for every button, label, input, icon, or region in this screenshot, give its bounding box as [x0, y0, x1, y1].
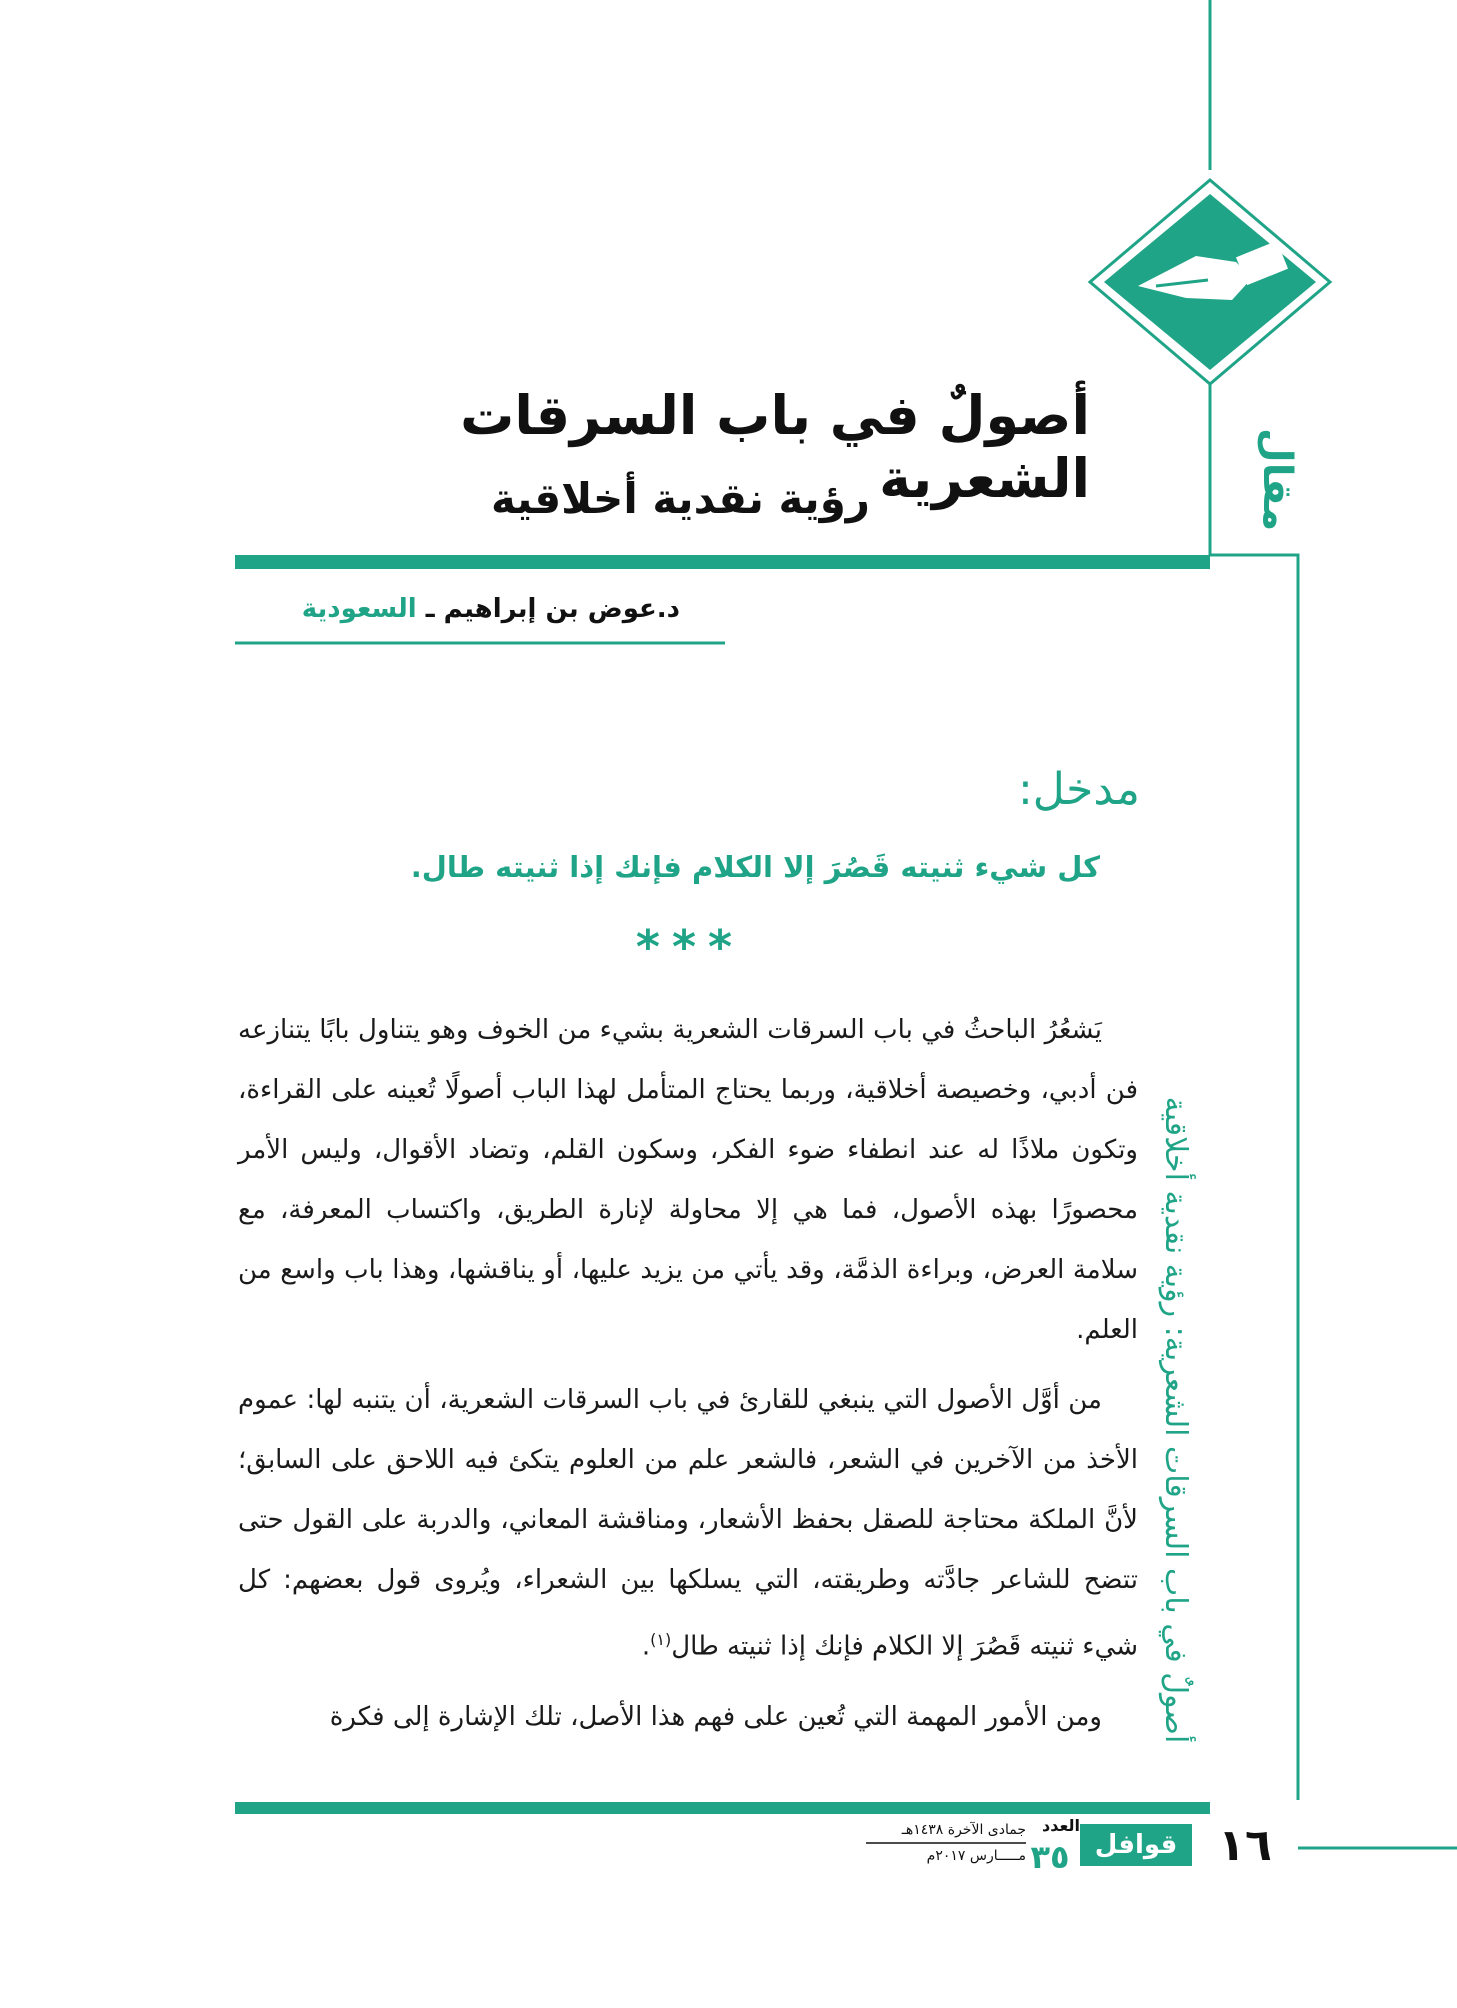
- article-title: أصولٌ في باب السرقات الشعرية: [460, 384, 1090, 510]
- issue-date-gregorian: مـــــارس ٢٠١٧م: [926, 1848, 1026, 1864]
- title-underline: [235, 555, 1210, 569]
- article-body: [238, 1000, 1138, 1757]
- paragraph: [238, 1370, 1138, 1677]
- page-number: ١٦: [1218, 1820, 1272, 1871]
- magazine-logo: قوافل: [1080, 1824, 1192, 1866]
- running-side-title: أصولٌ في باب السرقات الشعرية: رؤية نقدية أخلاقية: [1158, 1096, 1193, 1744]
- section-label: مقال: [1254, 428, 1300, 532]
- section-separator: ***: [635, 920, 745, 974]
- footnote-ref[interactable]: (١): [650, 1630, 672, 1649]
- author-name: د.عوض بن إبراهيم ـ: [416, 594, 680, 624]
- article-subtitle: رؤية نقدية أخلاقية: [491, 474, 870, 523]
- issue-number: ٣٥: [1030, 1838, 1070, 1876]
- pen-emblem-icon: [1090, 180, 1330, 384]
- footer-rule: [235, 1802, 1210, 1814]
- paragraph-end: .: [641, 1631, 651, 1662]
- paragraph: ومن الأمور المهمة التي تُعين على فهم هذا الأصل، تلك الإشارة إلى فكرة: [329, 1701, 1102, 1732]
- intro-heading: مدخل:: [1017, 764, 1140, 815]
- epigraph: كل شيء ثنيته قَصُرَ إلا الكلام فإنك إذا ثنيته طال.: [410, 850, 1100, 884]
- issue-label: العدد: [1042, 1816, 1080, 1835]
- paragraph: يَشعُرُ الباحثُ في باب السرقات الشعرية بشيء من الخوف وهو يتناول بابًا يتنازعه فن أدبي، وخصيصة أخلاقية، وربما يحتاج المتأمل لهذا الباب أصولًا تُعينه على القراءة، وتكون ملاذًا له عند انطفاء ضوء الفكر، وسكون القلم، وتضاد الأقوال، وليس الأمر محصورًا بهذه الأصول، فما هي إلا محاولة لإنارة الطريق، واكتساب المعرفة، مع سلامة العرض، وبراءة الذمَّة، وقد يأتي من يزيد عليها، أو يناقشها، وهذا باب واسع من العلم.: [238, 1015, 1138, 1345]
- issue-date-hijri: جمادى الآخرة ١٤٣٨هـ: [901, 1822, 1026, 1838]
- author-country: السعودية: [301, 594, 417, 624]
- author-line: [240, 594, 680, 624]
- frame-middle-line: [1210, 380, 1298, 1800]
- paragraph-text: من أوَّل الأصول التي ينبغي للقارئ في باب السرقات الشعرية، أن يتنبه لها: عموم الأخذ من الآخرين في الشعر، فالشعر علم من العلوم يتكئ فيه اللاحق على السابق؛ لأنَّ الملكة محتاجة للصقل بحفظ الأشعار، ومناقشة المعاني، والدربة على القول حتى تتضح للشاعر جادَّته وطريقته، التي يسلكها بين الشعراء، ويُروى قول بعضهم: كل شيء ثنيته قَصُرَ إلا الكلام فإنك إذا ثنيته طال: [238, 1385, 1138, 1662]
